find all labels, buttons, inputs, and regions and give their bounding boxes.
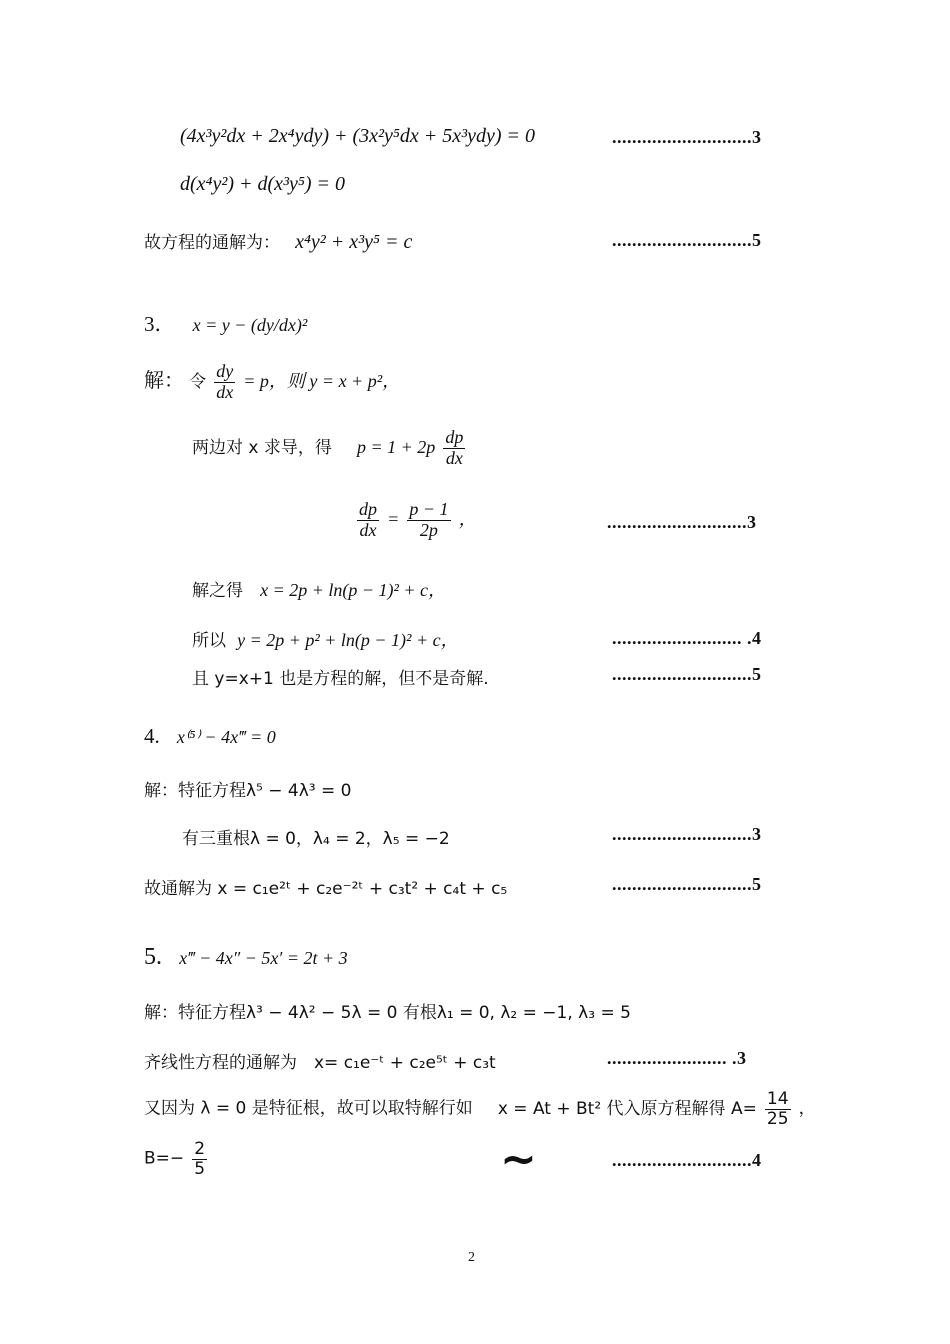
dp-dx-lhs-fraction: $\frac{dp}{dx}$	[359, 499, 377, 540]
comma: ，	[458, 508, 477, 529]
solution-label: 解：	[144, 367, 184, 392]
question-3-equation: x = y − (dy/dx)²	[192, 315, 308, 335]
therefore-label: 所以	[192, 631, 226, 651]
general-solution-equation: x⁴y² + x³y⁵ = c	[295, 231, 413, 253]
p-minus-1-fraction: $\frac{p - 1}{2p}$	[409, 499, 449, 540]
tilde-mark: ~	[500, 1134, 537, 1185]
b-value-fraction: $\frac{2}{5}$	[194, 1139, 206, 1179]
solve-label: 解之得	[192, 581, 243, 601]
roots-4: 有三重根λ = 0，λ₄ = 2，λ₅ = −2	[182, 829, 450, 849]
special-solution-note: 且 y=x+1 也是方程的解，但不是奇解.	[192, 669, 489, 689]
question-5-equation: x‴ − 4x″ − 5x′ = 2t + 3	[179, 948, 348, 968]
question-number: 3．	[144, 312, 176, 336]
differentiate-text: 两边对 x 求导，得	[192, 437, 332, 458]
particular-solution-form: x = At + Bt² 代入原方程解得 A=	[497, 1098, 757, 1119]
general-solution-4: 故通解为 x = c₁e²ᵗ + c₂e⁻²ᵗ + c₃t² + c₄t + c₅	[144, 879, 508, 899]
solution-y: y = 2p + p² + ln(p − 1)² + c，	[237, 630, 459, 650]
question-number: 5.	[144, 944, 162, 970]
score-marker: ............................3	[612, 824, 762, 844]
score-marker: ............................5	[612, 664, 762, 684]
score-marker: .......................... .4	[612, 628, 762, 648]
score-marker: ............................3	[607, 512, 757, 532]
score-marker: ............................5	[612, 874, 762, 894]
equation-differential-form: d(x⁴y²) + d(x³y⁵) = 0	[180, 173, 346, 195]
particular-solution-text: 又因为 λ = 0 是特征根，故可以取特解行如	[144, 1098, 473, 1119]
dp-dx-fraction: $\frac{dp}{dx}$	[445, 427, 464, 468]
derivative-equation: p = 1 + 2p	[356, 436, 436, 457]
question-number: 4.	[144, 724, 160, 748]
b-value-label: B=−	[144, 1148, 185, 1169]
page-number: 2	[468, 1250, 475, 1265]
a-value-fraction: $\frac{14}{25}$	[766, 1089, 789, 1129]
solution-x: x = 2p + ln(p − 1)² + c，	[260, 580, 447, 600]
score-marker: ............................3	[612, 127, 762, 147]
dy-dx-fraction: $\frac{dy}{dx}$	[216, 361, 234, 402]
score-marker: ........................ .3	[607, 1048, 747, 1068]
homogeneous-solution: 齐线性方程的通解为 x= c₁e⁻ᵗ + c₂e⁵ᵗ + c₃t	[144, 1053, 496, 1073]
characteristic-equation-5: 解：特征方程λ³ − 4λ² − 5λ = 0 有根λ₁ = 0, λ₂ = −1, λ₃ = 5	[144, 1003, 631, 1023]
general-solution-label: 故方程的通解为：	[144, 233, 280, 253]
characteristic-equation-4: 解：特征方程λ⁵ − 4λ³ = 0	[144, 781, 352, 801]
let-label: 令	[189, 371, 207, 392]
substitution-text: = p，则 y = x + p²，	[243, 370, 401, 391]
comma: ，	[798, 1098, 816, 1119]
score-marker: ............................4	[612, 1150, 762, 1170]
equation-exact-form: (4x³y²dx + 2x⁴ydy) + (3x²y⁵dx + 5x³ydy) = 0	[180, 125, 536, 147]
score-marker: ............................5	[612, 230, 762, 250]
question-4-equation: x⁽⁵⁾ − 4x‴ = 0	[176, 727, 276, 747]
